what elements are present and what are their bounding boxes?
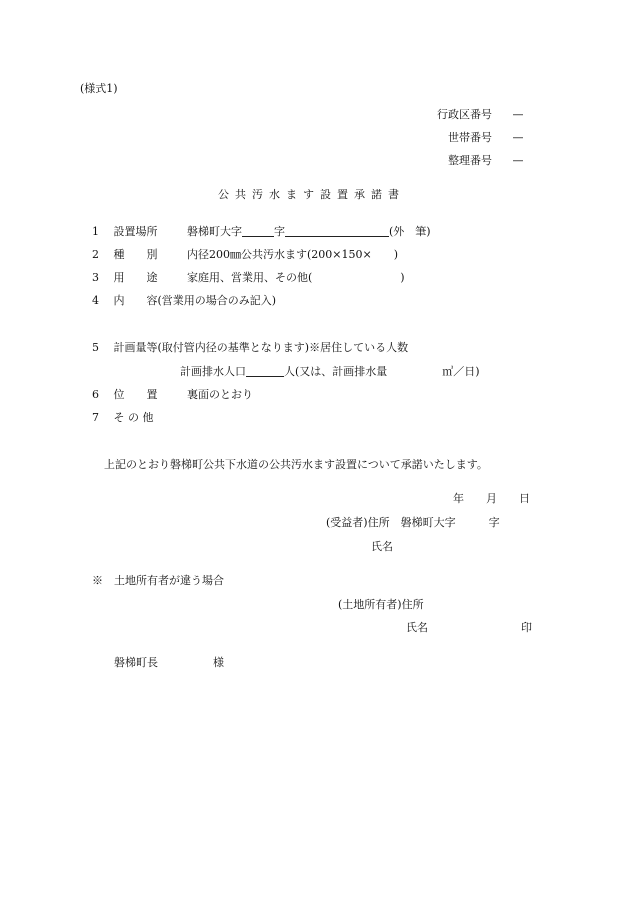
item-plan-amount xyxy=(92,341,408,355)
id-label: 整理番号 xyxy=(448,154,492,167)
item-position xyxy=(92,388,253,402)
plot-count: (外 筆) xyxy=(389,225,431,238)
landowner-address: (土地所有者)住所 xyxy=(338,598,424,611)
item-number: 3 xyxy=(92,271,99,284)
town-name: 磐梯町大字 xyxy=(187,225,242,238)
item-label: 内 容(営業用の場合のみ記入) xyxy=(113,294,277,307)
id-row-household xyxy=(448,131,524,145)
id-label: 世帯番号 xyxy=(448,131,492,144)
blank-line xyxy=(285,224,389,237)
item-other xyxy=(92,411,154,425)
landowner-name: 氏名 xyxy=(406,621,428,634)
item-number: 2 xyxy=(92,248,99,261)
date-line: 年 月 日 xyxy=(453,492,530,505)
landowner-note: ※ 土地所有者が違う場合 xyxy=(92,574,224,587)
item-content xyxy=(92,294,276,308)
item-number: 6 xyxy=(92,388,99,401)
consent-statement: 上記のとおり磐梯町公共下水道の公共汚水ます設置について承諾いたします。 xyxy=(104,458,488,471)
item-type xyxy=(92,248,398,262)
item-label: 計画量等(取付管内径の基準となります)※居住している人数 xyxy=(113,341,409,354)
id-row-reference xyxy=(448,154,524,168)
plan-population-row xyxy=(180,364,480,379)
id-row-district xyxy=(437,108,524,122)
addressee: 磐梯町長 様 xyxy=(114,656,224,669)
seal-mark: 印 xyxy=(521,621,532,634)
item-label: そ の 他 xyxy=(113,411,154,424)
item-value: 家庭用、営業用、その他( ) xyxy=(187,271,405,284)
item-label: 位 置 xyxy=(113,388,158,401)
item-value: 内径200㎜公共汚水ます(200×150× ) xyxy=(187,248,399,261)
item-value: 裏面のとおり xyxy=(187,388,253,401)
item-label: 種 別 xyxy=(113,248,158,261)
beneficiary-address: (受益者)住所 磐梯町大字 字 xyxy=(326,516,500,529)
item-label: 設置場所 xyxy=(113,225,158,238)
item-number: 4 xyxy=(92,294,99,307)
plan-population-label: 計画排水人口 xyxy=(180,365,246,378)
blank-line xyxy=(246,364,284,377)
plan-drainage-text: 人(又は、計画排水量 ㎥／日) xyxy=(284,365,480,378)
id-value: — xyxy=(512,154,524,167)
item-install-location xyxy=(92,224,431,239)
item-number: 5 xyxy=(92,341,99,354)
item-number: 7 xyxy=(92,411,99,424)
blank-line xyxy=(242,224,274,237)
item-number: 1 xyxy=(92,225,99,238)
item-label: 用 途 xyxy=(113,271,158,284)
item-usage xyxy=(92,271,405,285)
aza-label: 字 xyxy=(274,225,285,238)
form-label: (様式1) xyxy=(80,82,118,95)
beneficiary-name: 氏名 xyxy=(371,540,393,553)
id-value: — xyxy=(512,108,524,121)
id-label: 行政区番号 xyxy=(437,108,492,121)
document-title: 公共汚水ます設置承諾書 xyxy=(218,188,405,201)
id-value: — xyxy=(512,131,524,144)
